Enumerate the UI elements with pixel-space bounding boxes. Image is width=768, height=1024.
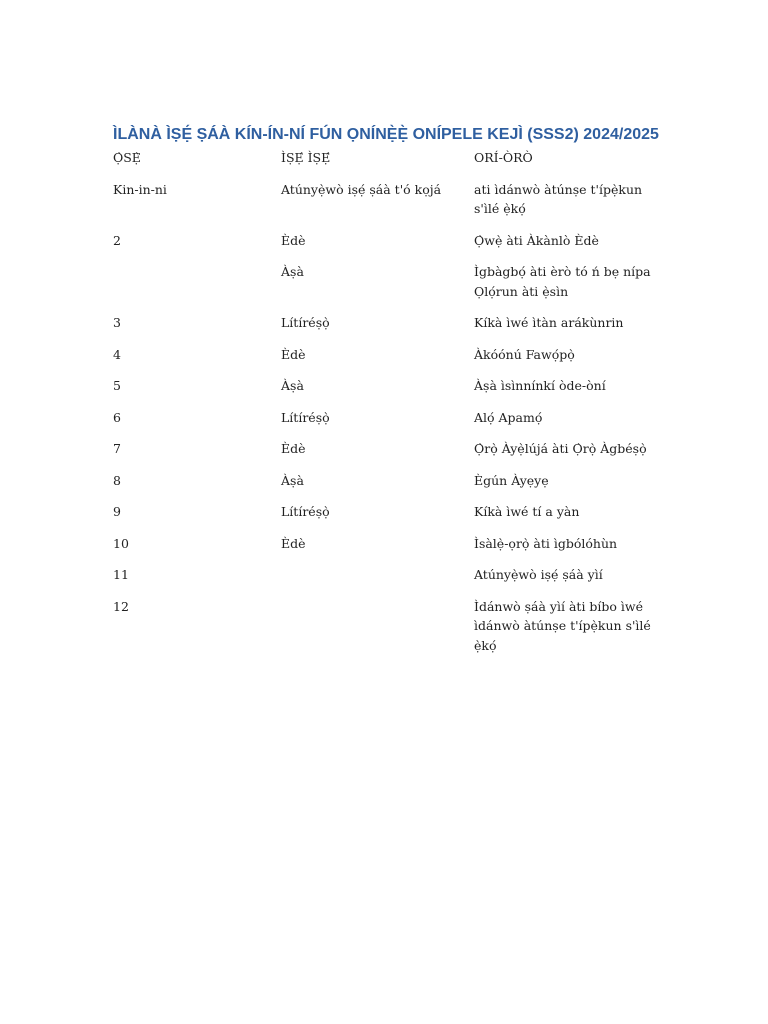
column-header-week: Ọ̀SẸ̀ — [113, 150, 141, 165]
topic-cell: Atúnyẹ̀wò iṣẹ́ ṣáà yìí — [474, 567, 603, 582]
topic-cell: Ìsàlẹ̀-ọrọ̀ àti ìgbólóhùn — [474, 535, 618, 551]
week-cell: 11 — [113, 567, 129, 582]
subject-cell: Lítíréṣọ̀ — [281, 504, 330, 519]
table-row — [113, 471, 668, 503]
week-cell: 10 — [113, 535, 129, 551]
subject-cell: Àṣà — [281, 264, 304, 279]
table-row — [113, 180, 668, 231]
week-cell: 9 — [113, 504, 121, 519]
table-row — [113, 262, 668, 313]
topic-cell: Àṣà ìsìnnínkí òde-òní — [474, 378, 606, 393]
table-row — [113, 408, 668, 440]
table-row — [113, 345, 668, 377]
topic-cell: Ègún Àyẹyẹ — [474, 472, 549, 488]
topic-cell: ati ìdánwò àtúnṣe t'ípẹ̀kun s'ìlé ẹ̀kọ́ — [474, 181, 643, 216]
subject-cell: Èdè — [281, 232, 306, 248]
topic-cell: Àkóónú Fawọ́pọ̀ — [474, 346, 575, 362]
week-cell: 8 — [113, 472, 121, 488]
topic-cell: Ìdánwò ṣáà yìí àti bíbo ìwé ìdánwò àtúnṣe t'ípẹ̀kun s'ìlé ẹ̀kọ́ — [474, 598, 651, 653]
document-title: ÌLÀNÀ ÌṢẸ́ ṢÁÀ KÍN-ÍN-NÍ FÚN ỌNÍNẸ̀Ẹ̀ ONÍPELE KEJÌ (SSS2) 2024/2025 — [113, 126, 659, 143]
subject-cell: Àṣà — [281, 472, 304, 488]
week-cell: 4 — [113, 346, 121, 362]
week-cell: 2 — [113, 232, 121, 248]
topic-cell: Ọ̀rọ̀ Àyẹ̀lújá àti Ọ̀rọ̀ Àgbéṣọ̀ — [474, 441, 647, 456]
scheme-of-work-table — [113, 148, 668, 667]
subject-cell — [281, 597, 474, 668]
week-cell: 12 — [113, 598, 129, 614]
subject-cell: Lítíréṣọ̀ — [281, 409, 330, 425]
subject-cell: Èdè — [281, 346, 306, 362]
column-header-topic: ORÍ-ÒRÒ — [474, 150, 533, 165]
topic-cell: Alọ́ Apamọ́ — [474, 409, 543, 425]
subject-cell: Èdè — [281, 535, 306, 551]
week-cell: 3 — [113, 315, 121, 330]
subject-cell — [281, 565, 474, 597]
table-row — [113, 376, 668, 408]
topic-cell: Kíkà ìwé ìtàn arákùnrin — [474, 315, 624, 330]
topic-cell: Ọ̀wẹ̀ àti Àkànlò Èdè — [474, 232, 599, 248]
table-row — [113, 565, 668, 597]
subject-cell: Atúnyẹ̀wò iṣẹ́ ṣáà t'ó kọjá — [281, 181, 442, 197]
week-cell: 6 — [113, 409, 121, 425]
table-row — [113, 313, 668, 345]
subject-cell: Èdè — [281, 441, 306, 456]
topic-cell: Kíkà ìwé tí a yàn — [474, 504, 580, 519]
table-header-row — [113, 148, 668, 180]
week-cell: 5 — [113, 378, 121, 393]
column-header-subject: ÌṢẸ́ ÌṢẸ́ — [281, 150, 331, 165]
week-cell: 7 — [113, 441, 121, 456]
topic-cell: Ìgbàgbọ́ àti èrò tó ń bẹ nípa Ọlọ́run àti ẹ̀sìn — [474, 264, 651, 299]
week-cell: Kin-in-ni — [113, 181, 167, 197]
table-row — [113, 534, 668, 566]
table-row — [113, 502, 668, 534]
subject-cell: Lítíréṣọ̀ — [281, 315, 330, 330]
table-row — [113, 231, 668, 263]
table-row — [113, 597, 668, 668]
table-row — [113, 439, 668, 471]
subject-cell: Àṣà — [281, 378, 304, 393]
week-cell — [113, 262, 281, 313]
